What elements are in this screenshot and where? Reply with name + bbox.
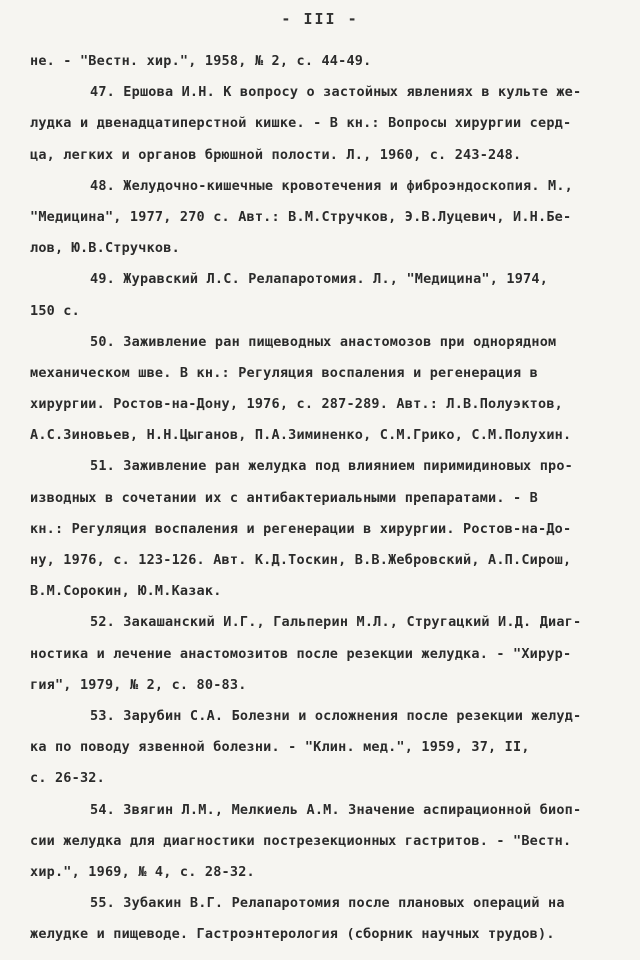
text-line: с. 26-32. bbox=[30, 770, 105, 787]
text-line: лудка и двенадцатиперстной кишке. - В кн.: Вопросы хирургии серд- bbox=[30, 115, 572, 132]
text-line: сии желудка для диагностики пострезекционных гастритов. - "Вестн. bbox=[30, 832, 572, 849]
text-line: 49. Журавский Л.С. Релапаротомия. Л., "Медицина", 1974, bbox=[90, 271, 549, 288]
text-line: 150 с. bbox=[30, 302, 80, 319]
text-line: не. - "Вестн. хир.", 1958, № 2, с. 44-49. bbox=[30, 53, 372, 69]
text-line: кн.: Регуляция воспаления и регенерации в хирургии. Ростов-на-До- bbox=[30, 520, 572, 537]
text-line: ностика и лечение анастомозитов после резекции желудка. - "Хирур- bbox=[30, 645, 572, 662]
text-line: 47. Ершова И.Н. К вопросу о застойных явлениях в культе же- bbox=[90, 84, 582, 101]
text-line: механическом шве. В кн.: Регуляция воспаления и регенерация в bbox=[30, 364, 538, 381]
page-number: - III - bbox=[281, 10, 359, 28]
text-line: 54. Звягин Л.М., Мелкиель А.М. Значение аспирационной биоп- bbox=[90, 801, 582, 818]
text-line: хир.", 1969, № 4, с. 28-32. bbox=[30, 863, 255, 880]
text-line: А.С.Зиновьев, Н.Н.Цыганов, П.А.Зиминенко, С.М.Грико, С.М.Полухин. bbox=[30, 427, 572, 444]
text-line: изводных в сочетании их с антибактериальными препаратами. - В bbox=[30, 489, 538, 506]
text-line: 50. Заживление ран пищеводных анастомозов при однорядном bbox=[90, 333, 557, 350]
text-line: ну, 1976, с. 123-126. Авт. К.Д.Тоскин, В.В.Жебровский, А.П.Сирош, bbox=[30, 552, 572, 568]
text-line: 55. Зубакин В.Г. Релапаротомия после плановых операций на bbox=[90, 895, 565, 912]
text-line: 48. Желудочно-кишечные кровотечения и фиброэндоскопия. М., bbox=[90, 177, 574, 194]
text-line: 51. Заживление ран желудка под влиянием пиримидиновых про- bbox=[90, 458, 574, 475]
text-line: В.М.Сорокин, Ю.М.Казак. bbox=[30, 583, 222, 600]
text-line: желудке и пищеводе. Гастроэнтерология (сборник научных трудов). bbox=[30, 926, 555, 943]
text-line: 52. Закашанский И.Г., Гальперин М.Л., Стругацкий И.Д. Диаг- bbox=[90, 614, 582, 631]
text-line: 53. Зарубин С.А. Болезни и осложнения после резекции желуд- bbox=[90, 707, 582, 724]
text-line: гия", 1979, № 2, с. 80-83. bbox=[30, 676, 247, 693]
text-line: хирургии. Ростов-на-Дону, 1976, с. 287-289. Авт.: Л.В.Полуэктов, bbox=[30, 396, 563, 413]
text-line: ка по поводу язвенной болезни. - "Клин. мед.", 1959, 37, II, bbox=[30, 739, 530, 756]
bibliography-text bbox=[30, 46, 610, 950]
text-line: лов, Ю.В.Стручков. bbox=[30, 240, 180, 257]
text-line: ца, легких и органов брюшной полости. Л., 1960, с. 243-248. bbox=[30, 146, 522, 163]
text-line: "Медицина", 1977, 270 с. Авт.: В.М.Стручков, Э.В.Луцевич, И.Н.Бе- bbox=[30, 208, 572, 225]
